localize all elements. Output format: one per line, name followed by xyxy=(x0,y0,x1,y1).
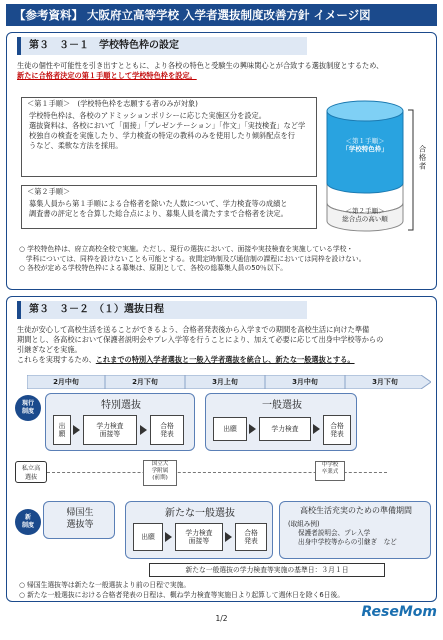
prep-period-group xyxy=(279,501,431,559)
month-mar-early: 3月上旬 xyxy=(212,378,238,386)
section2-note: ○ 新たな一般選抜における合格者発表の日程は、概ね学力検査等実施日より起算して週休日を除く6日後。 xyxy=(19,590,345,599)
prep-examples xyxy=(288,520,397,547)
special-test-cell: 学力検査 面接等 xyxy=(83,415,137,445)
step1-line: 学校特色枠は、各校のアドミッションポリシーに応じた実施区分を設定。 xyxy=(29,111,266,120)
step1-body xyxy=(29,111,317,151)
cylinder-step2-label: ＜第２手順＞ xyxy=(345,207,385,215)
step1-line: 選抜資料は、各校において「面接」「プレゼンテーション」「作文」「実技検査」など学 xyxy=(29,121,306,130)
arrow-icon xyxy=(73,425,80,435)
step2-body xyxy=(29,199,317,219)
section1-notes xyxy=(19,245,433,274)
arrow-icon xyxy=(140,425,147,435)
section1-intro xyxy=(17,61,427,81)
special-selection-title: 特別選抜 xyxy=(101,400,141,411)
section-selection-schedule xyxy=(6,296,437,602)
step2-line: 募集人員から第１手順による合格者を除いた人数について、学力検査等の成績と xyxy=(29,199,288,208)
section2-intro-line: 期間とし、各高校において保護者説明会やプレ入学等を行うことにより、加えて必要に応じて出身中学校等からの xyxy=(17,335,384,344)
section2-notes xyxy=(19,581,433,600)
new-system-label: 新 制度 xyxy=(15,509,41,535)
cylinder-bracket xyxy=(407,109,415,231)
private-high-selection: 私立高 選抜 xyxy=(15,461,47,483)
intro-line2: 新たに合格者決定の第１手順として学校特色枠を設定。 xyxy=(17,71,197,80)
special-pass-cell: 合格 発表 xyxy=(150,415,184,445)
month-feb-mid: 2月中旬 xyxy=(53,378,79,386)
section1-note: 学科については、同枠を設けないことも可能とする。夜間定時制及び通信制の課程においては同枠を設けない。 xyxy=(19,254,366,263)
page-title: 【参考資料】 大阪府立高等学校 入学者選抜制度改善方針 イメージ図 xyxy=(6,4,437,26)
prep-example1: 保護者説明会、プレ入学 xyxy=(298,529,371,537)
cylinder-bottom-label xyxy=(329,207,401,223)
general-test-cell: 学力検査 xyxy=(259,417,311,441)
new-general-selection-title: 新たな一般選抜 xyxy=(165,508,235,519)
resemom-logo: ReseMom xyxy=(361,604,437,620)
step1-line: 校独自の検査を実施したり、学力検査の特定の教科のみを使用したり傾斜配点を行 xyxy=(29,131,295,140)
section1-heading: 第３ ３－１ 学校特色枠の設定 xyxy=(17,37,307,55)
section2-note: ○ 帰国生選抜等は新たな一般選抜より前の日程で実施。 xyxy=(19,581,191,589)
current-system-label: 現行 制度 xyxy=(15,395,41,421)
prep-period-title: 高校生活充実のための準備期間 xyxy=(300,506,412,515)
returnee-selection-title: 帰国生 選抜等 xyxy=(66,508,94,530)
month-mar-mid: 3月中旬 xyxy=(292,378,318,386)
new-pass-cell: 合格 発表 xyxy=(235,523,267,551)
step1-line: うなど、柔軟な方法を採用。 xyxy=(29,141,123,150)
special-apply-cell: 出 願 xyxy=(53,415,71,445)
intro-line1: 生徒の個性や可能性を引き出すとともに、より各校の特色と受験生の興味関心とが合致する選抜制度とするため、 xyxy=(17,61,384,70)
section2-intro-line: 引継ぎなどを実施。 xyxy=(17,345,82,354)
prep-example2: 出身中学校等からの引継ぎ など xyxy=(298,538,397,546)
cylinder-score-label: 総合点の高い順 xyxy=(342,215,388,223)
prep-example-head: (取組み例) xyxy=(288,520,320,528)
section-school-characteristic-quota xyxy=(6,32,437,290)
cylinder-step1-label: ＜第１手順＞ xyxy=(345,137,385,145)
month-header xyxy=(27,375,431,389)
step2-line: 調査書の評定とを合算した総合点により、募集人員を満たすまで合格者を決定。 xyxy=(29,209,288,218)
arrow-icon xyxy=(165,532,172,542)
section2-intro-bold: これまでの特別入学者選抜と一般入学者選抜を統合し、新たな一般選抜とする。 xyxy=(95,355,355,364)
section2-intro-prefix: これらを実現するため、 xyxy=(17,355,96,364)
cylinder-top-label xyxy=(329,137,401,153)
arrow-icon xyxy=(225,532,232,542)
general-pass-cell: 合格 発表 xyxy=(323,415,351,445)
page-number: 1/2 xyxy=(215,614,228,623)
national-univ-affiliated: 国立大 学附属 (前期) xyxy=(143,460,177,486)
base-date-note: 新たな一般選抜の学力検査等実施の基準日：３月１日 xyxy=(149,563,385,577)
arrow-icon xyxy=(313,424,320,434)
new-apply-cell: 出願 xyxy=(133,523,163,551)
step2-title: ＜第２手順＞ xyxy=(27,187,71,196)
month-feb-late: 2月下旬 xyxy=(132,378,158,386)
section1-note: ○ 各校が定める学校特色枠による募集は、原則として、各校の総募集人員の50％以下。 xyxy=(19,264,288,272)
section1-note: ○ 学校特色枠は、府立高校全校で実施。ただし、現行の選抜において、面接や実技検査を実施している学校・ xyxy=(19,245,354,253)
section2-heading: 第３ ３－２ （１）選抜日程 xyxy=(17,301,307,319)
middle-school-graduation: 中学校 卒業式 xyxy=(315,461,345,481)
general-selection-title: 一般選抜 xyxy=(262,400,302,411)
general-apply-cell: 出願 xyxy=(213,417,247,441)
month-mar-late: 3月下旬 xyxy=(372,378,398,386)
returnee-selection-group xyxy=(43,501,115,539)
section2-intro xyxy=(17,325,431,365)
section2-intro-line: 生徒が安心して高校生活を送ることができるよう、合格者発表後から入学までの期間を高校生活に向けた準備 xyxy=(17,325,370,334)
arrow-icon xyxy=(249,424,256,434)
step1-title: ＜第１手順＞ (学校特色枠を志願する者のみが対象) xyxy=(27,99,198,108)
new-test-cell: 学力検査 面接等 xyxy=(175,523,223,551)
cylinder-quota-label: 「学校特色枠」 xyxy=(342,145,388,153)
passers-side-label: 合格者 xyxy=(418,145,427,171)
